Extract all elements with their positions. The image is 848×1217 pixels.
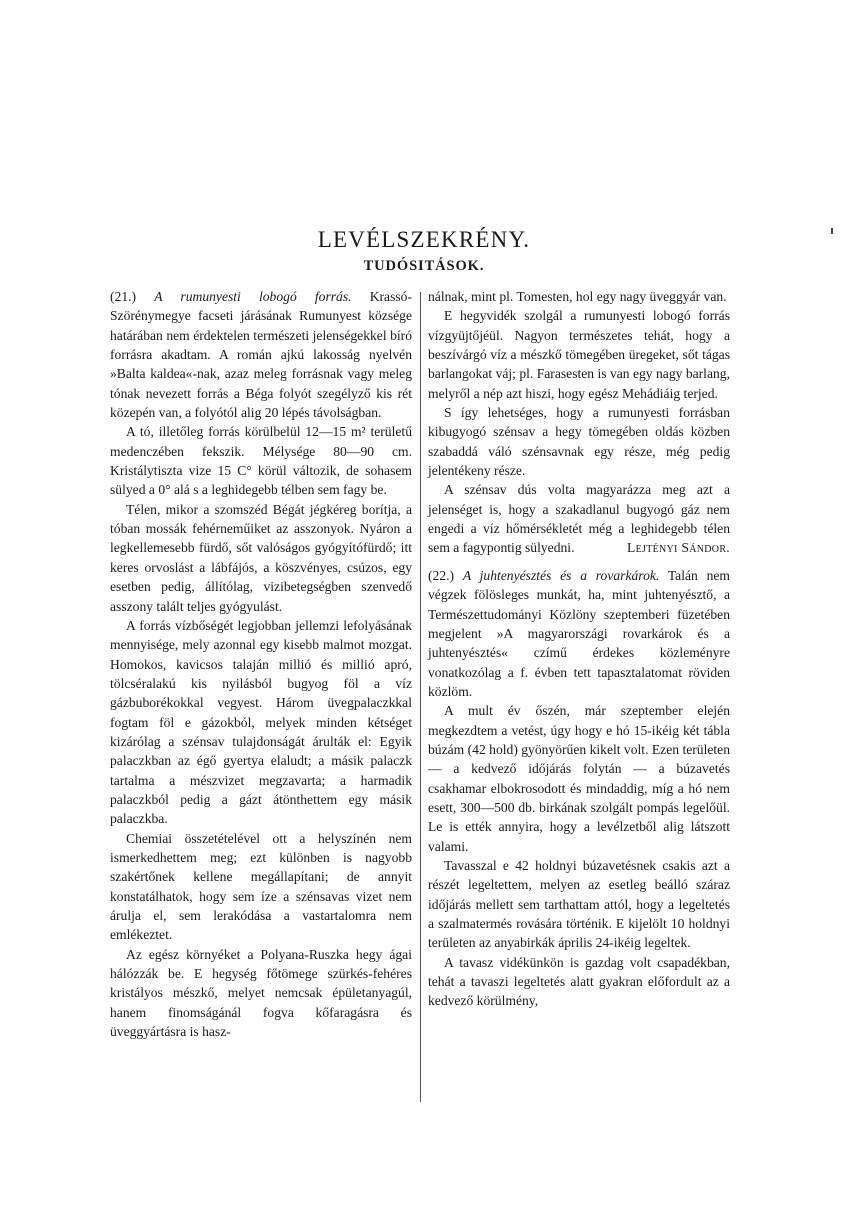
paragraph: E hegyvidék szolgál a rumunyesti lobogó forrás vízgyüjtőjéül. Nagyon természetes tehát, hogy a beszívárgó víz a mészkő tömegében üregeket, sőt tágas barlangokat váj; pl. Farasesten is van egy nagy barlang, melyről a nép azt hiszi, hogy egész Mehádiáig terjed. (428, 308, 730, 401)
author-signature: Lejtényi Sándor. (626, 540, 730, 556)
right-column (428, 287, 730, 1011)
paragraph: A forrás vízbőségét legjobban jellemzi lefolyásának mennyisége, mely azonnal egy kisebb malmot mozgat. Homokos, kavicsos talaján millió és millió apró, tölcséralakú kis nyilásból bugyog föl a víz gázbuborékokkal vegyest. Három üvegpalaczkkal fogtam föl e gázokból, melyek minden kétséget kizárólag a szénsav tulajdonságát árulták el: Egyik palaczkban az égő gyertya elaludt; a másik palaczk tartalma a mészvizet megzavarta; a harmadik palaczkból pedig a gázt átönthettem egy másik palaczkba. (110, 617, 412, 827)
article-title: A rumunyesti lobogó forrás. (154, 289, 352, 304)
article-number: (21.) (110, 289, 137, 304)
paragraph: A mult év őszén, már szeptember elején megkezdtem a vetést, úgy hogy e hó 15-ikéig két tábla búzám (42 hold) gyönyörűen kikelt volt. Ezen területen — a kedvező időjárás folytán — a búzavetés csakhamar elbokrosodott és mindaddig, míg a hó nem esett, 300—500 db. birkának szolgált pompás legelőül. Le is ették annyira, hogy a levélzetből alig látszott valami. (428, 703, 730, 854)
paragraph: Chemiai összetételével ott a helyszínén nem ismerkedhettem meg; ezt különben is nagyobb szakértőnek kellene megállapítani; de annyit konstatálhatok, hogy sem íze a szénsavas vizet nem árulja el, sem lerakódása a vastartalomra nem emlékeztet. (110, 830, 412, 943)
paragraph: Télen, mikor a szomszéd Bégát jégkéreg borítja, a tóban mossák fehérneműiket az asszonyok. Nyáron a legkellemesebb fürdő, sőt valóságos gyógyítófürdő; itt keres orvoslást a lábfájós, a köszvényes, csúzos, egy esetben pedig, állítólag, vizibetegségben szenvedő asszony talált teljes gyógyulást. (110, 501, 412, 614)
paragraph-text: Krassó-Szörénymegye facseti járásának Rumunyest községe határában nem érdektelen természeti jelenségekkel bíró forrásra akadtam. A román ajkú lakosság nyelvén »Balta kaldea«-nak, azaz meleg forrásnak vagy meleg tónak nevezett forrás a Béga folyót szegélyző kis rét közepén van, a folyótól alig 20 lépés távolságban. (110, 289, 412, 421)
paragraph-with-signature (428, 480, 730, 557)
article-title: A juhtenyésztés és a rovarkárok. (462, 567, 660, 583)
paragraph: S így lehetséges, hogy a rumunyesti forrásban kibugyogó szénsav a hegy tömegében oldás közben szabaddá váló szénsavnak egy része, még pedig jelentékeny része. (428, 405, 730, 479)
paragraph: nálnak, mint pl. Tomesten, hol egy nagy üveggyár van. (428, 289, 727, 304)
paragraph: A tavasz vidékünkön is gazdag volt csapadékban, tehát a tavaszi legeltetés alatt gyakran előfordult az a kedvező körülmény, (428, 954, 730, 1009)
article-22-paragraph (428, 566, 730, 701)
section-title: LEVÉLSZEKRÉNY. (317, 227, 531, 252)
margin-mark (831, 228, 833, 234)
paragraph: Az egész környéket a Polyana-Ruszka hegy ágai hálózzák be. E hegység főtömege szürkés-fehéres kristályos mészkő, melyet nemcsak épületanyagúl, hanem finomságánál fogva kőfaragásra és üveggyártásra is hasz- (110, 946, 412, 1040)
section-subtitle: TUDÓSITÁSOK. (363, 258, 485, 274)
article-21-paragraph (110, 287, 412, 422)
paragraph-text: Talán nem végzek fölösleges munkát, ha, mint juhtenyésztő, a Természettudományi Közlöny szeptemberi füzetében megjelent »A magyarországi rovarkárok és a juhtenyésztés« czímű érdekes közleményre vonatkozólag a f. évben tett tapasztalatomat röviden közlöm. (428, 567, 730, 699)
paragraph: Tavasszal e 42 holdnyi búzavetésnek csakis azt a részét legeltettem, melyen az esetleg beálló száraz időjárás mellett sem tarthattam attól, hogy a legeltetés a szalmatermés rovására történik. E kijelölt 10 holdnyi területen az anyabirkák április 24-ikéig legeltek. (428, 857, 730, 951)
column-divider (420, 292, 421, 1102)
left-column (110, 287, 412, 1041)
paragraph: A tó, illetőleg forrás körülbelül 12—15 m² területű medenczében fekszik. Mélysége 80—90 cm. Kristálytiszta vize 15 C° körül változik, de sohasem sülyed a 0° alá s a leghidegebb télben sem fagy be. (110, 424, 412, 498)
paragraph-text: A szénsav dús volta magyarázza meg azt a jelenséget is, hogy a szakadlanul bugyogó gáz nem engedi a víz hőmérsékletét még a leghidegebb télen sem a fagypontig sülyedni. (428, 482, 730, 556)
article-number: (22.) (428, 567, 455, 583)
